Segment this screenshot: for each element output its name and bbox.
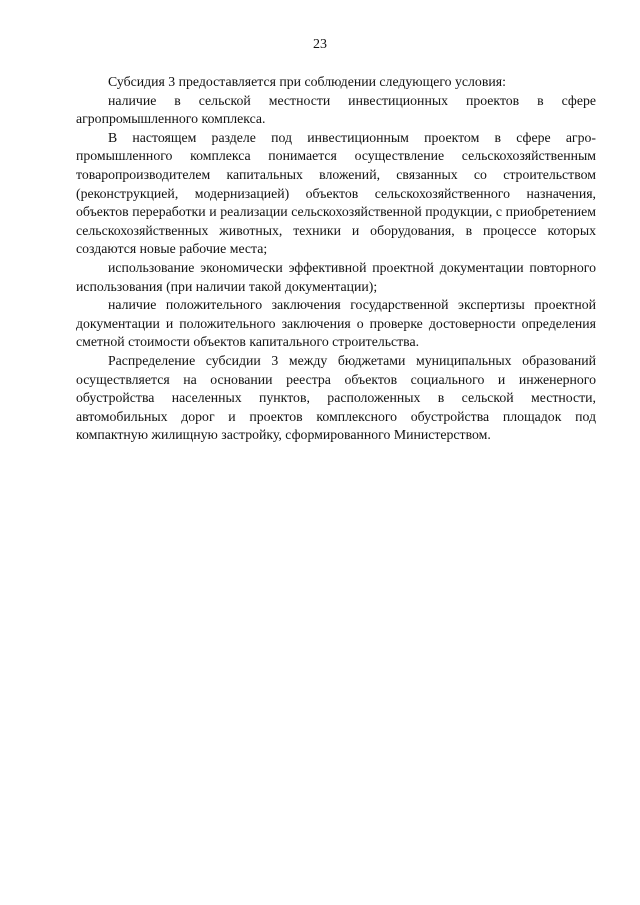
document-body xyxy=(76,73,596,445)
paragraph-condition-projects: наличие в сельской местности инвестиционных проектов в сфере агропромышленного комплекса. xyxy=(76,92,596,127)
paragraph-expertise-conclusion: наличие положительного заключения государственной экспертизы проектной документации и положительного заключения о проверке достоверности определения сметной стоимости объектов капитального строительства. xyxy=(76,297,596,350)
paragraph-design-documentation: использование экономически эффективной проектной документации повторного использования (при наличии такой документации); xyxy=(76,259,596,294)
paragraph-condition-intro: Субсидия 3 предоставляется при соблюдении следующего условия: xyxy=(108,74,506,89)
paragraph-subsidy-distribution: Распределение субсидии 3 между бюджетами муниципальных образований осуществляется на основании реестра объектов социального и инженерного обустройства населенных пунктов, расположенных в сельской местности, автомобильных дорог и проектов комплексного обустройства площадок под компактную жилищную застройку, сформированного Министерством. xyxy=(76,352,596,443)
page-number: 23 xyxy=(313,37,327,52)
paragraph-investment-definition: В настоящем разделе под инвестиционным проектом в сфере агро-промышленного комплекса понимается осуществление сельскохозяйственным товаропроизводителем капитальных вложений, связанных со строительством (реконструкцией, модернизацией) объектов сельскохозяйственного назначения, объектов переработки и реализации сельскохозяйственной продукции, с приобретением сельскохозяйственных животных, техники и оборудования, в процессе которых создаются новые рабочие места; xyxy=(76,129,596,257)
